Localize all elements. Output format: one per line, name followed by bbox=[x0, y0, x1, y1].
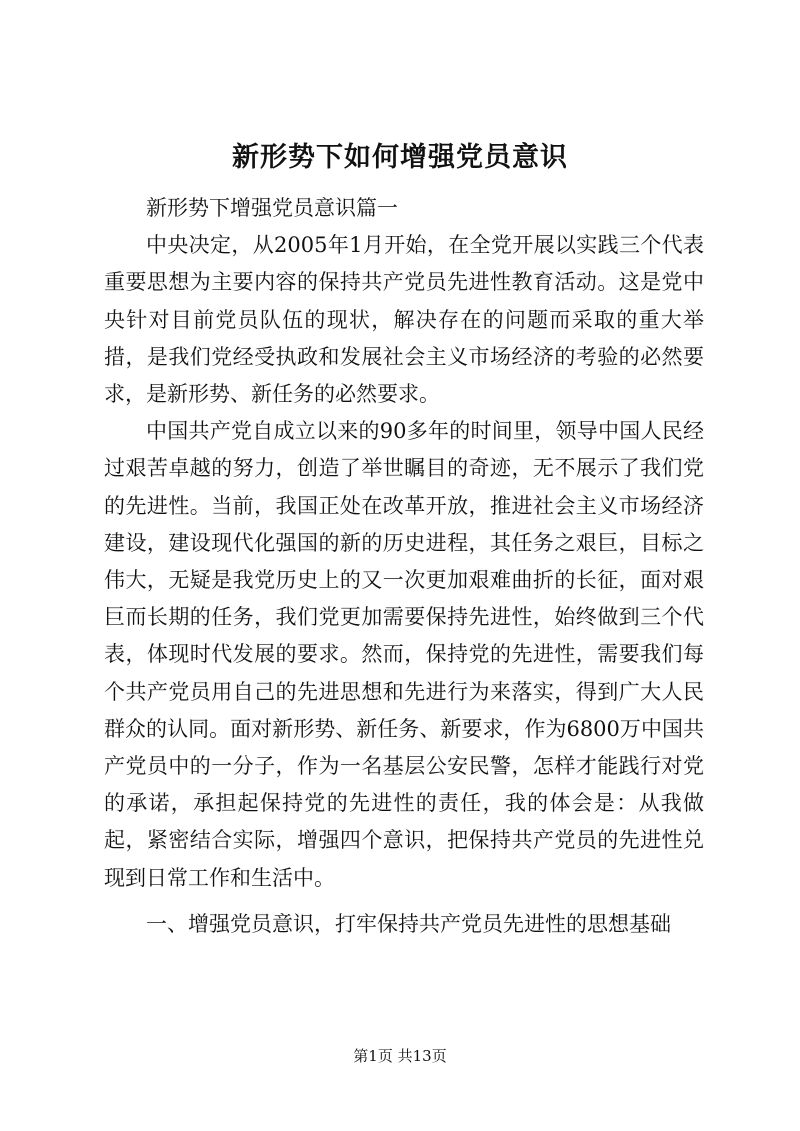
document-title: 新形势下如何增强党员意识 bbox=[232, 142, 568, 173]
paragraph-1: 中央决定，从2005年1月开始，在全党开展以实践三个代表重要思想为主要内容的保持共产党员先进性教育活动。这是党中央针对目前党员队伍的现状，解决存在的问题而采取的重大举措，是我们党经受执政和发展社会主义市场经济的考验的必然要求，是新形势、新任务的必然要求。 bbox=[104, 233, 704, 407]
section-heading: 一、增强党员意识，打牢保持共产党员先进性的思想基础 bbox=[146, 911, 671, 936]
paragraph-2: 中国共产党自成立以来的90多年的时间里，领导中国人民经过艰苦卓越的努力，创造了举世瞩目的奇迹，无不展示了我们党的先进性。当前，我国正处在改革开放，推进社会主义市场经济建设，建设现代化强国的新的历史进程，其任务之艰巨，目标之伟大，无疑是我党历史上的又一次更加艰难曲折的长征，面对艰巨而长期的任务，我们党更加需要保持先进性，始终做到三个代表，体现时代发展的要求。然而，保持党的先进性，需要我们每个共产党员用自己的先进思想和先进行为来落实，得到广大人民群众的认同。面对新形势、新任务、新要求，作为6800万中国共产党员中的一分子，作为一名基层公安民警，怎样才能践行对党的承诺，承担起保持党的先进性的责任，我的体会是：从我做起，紧密结合实际，增强四个意识，把保持共产党员的先进性兑现到日常工作和生活中。 bbox=[104, 419, 704, 890]
document-body bbox=[104, 190, 704, 949]
subtitle: 新形势下增强党员意识篇一 bbox=[146, 196, 398, 220]
page-number-footer: 第1页 共13页 bbox=[353, 1047, 447, 1065]
